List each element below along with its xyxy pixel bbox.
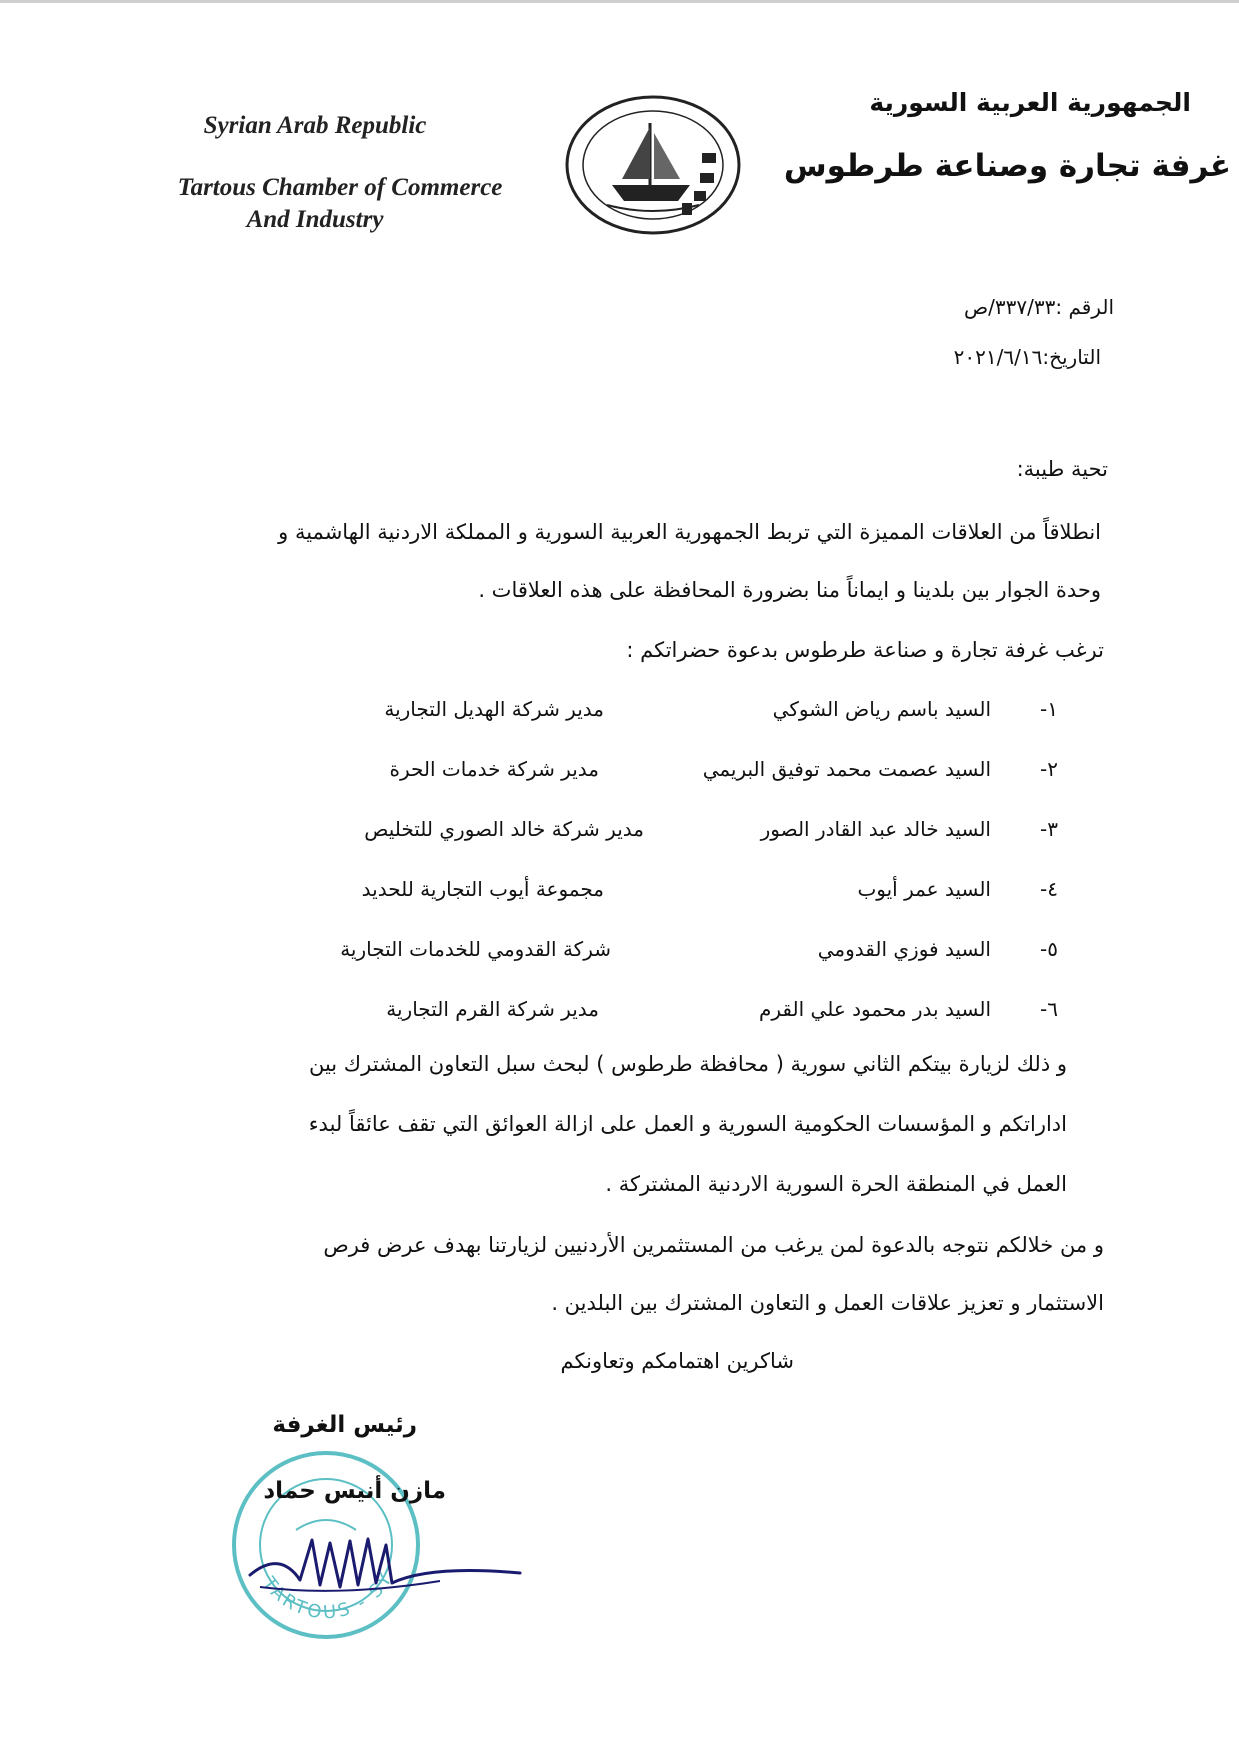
header-en-chamber-line2: And Industry [246, 206, 384, 233]
invitee-number: ٥- [1040, 937, 1058, 961]
invitee-company: مدير شركة القرم التجارية [386, 997, 599, 1021]
invitee-name: السيد عصمت محمد توفيق البريمي [702, 757, 991, 781]
paragraph-1-line-2: وحدة الجوار بين بلدينا و ايماناً منا بضرورة المحافظة على هذه العلاقات . [478, 578, 1101, 602]
paragraph-4-line-1: و من خلالكم نتوجه بالدعوة لمن يرغب من المستثمرين الأردنيين لزيارتنا بهدف عرض فرص [323, 1233, 1104, 1257]
invitee-company: مدير شركة خالد الصوري للتخليص [364, 817, 644, 841]
letter-date: التاريخ:٢٠٢١/٦/١٦ [953, 345, 1101, 369]
invitee-name: السيد عمر أيوب [857, 877, 991, 901]
invitee-company: مجموعة أيوب التجارية للحديد [361, 877, 604, 901]
paragraph-3-line-2: اداراتكم و المؤسسات الحكومية السورية و العمل على ازالة العوائق التي تقف عائقاً لبدء [308, 1112, 1067, 1136]
signatory-title: رئيس الغرفة [272, 1412, 417, 1438]
chamber-logo-icon [562, 93, 744, 238]
invitee-number: ٢- [1040, 757, 1058, 781]
handwritten-signature-icon [240, 1525, 530, 1610]
invitee-company: مدير شركة خدمات الحرة [389, 757, 599, 781]
paragraph-4-line-2: الاستثمار و تعزيز علاقات العمل و التعاون المشترك بين البلدين . [551, 1291, 1104, 1315]
reference-number: الرقم :٣٣٧/٣٣/ص [963, 295, 1114, 319]
header-ar-chamber: غرفة تجارة وصناعة طرطوس [783, 148, 1231, 184]
signatory-name: مازن أنيس حماد [263, 1478, 446, 1504]
invitee-name: السيد فوزي القدومي [817, 937, 991, 961]
invitee-company: مدير شركة الهديل التجارية [384, 697, 604, 721]
invitee-number: ١- [1040, 697, 1058, 721]
paragraph-3-line-3: العمل في المنطقة الحرة السورية الاردنية المشتركة . [605, 1172, 1067, 1196]
closing-remark: شاكرين اهتمامكم وتعاونكم [560, 1349, 794, 1373]
paragraph-1-line-1: انطلاقاً من العلاقات المميزة التي تربط الجمهورية العربية السورية و المملكة الاردنية الهاشمية و [278, 520, 1101, 544]
invitee-number: ٣- [1040, 817, 1058, 841]
scan-top-edge [0, 0, 1239, 3]
invitee-name: السيد خالد عبد القادر الصور [760, 817, 991, 841]
header-ar-country: الجمهورية العربية السورية [869, 88, 1191, 117]
paragraph-3-line-1: و ذلك لزيارة بيتكم الثاني سورية ( محافظة طرطوس ) لبحث سبل التعاون المشترك بين [308, 1052, 1067, 1076]
invitee-name: السيد باسم رياض الشوكي [772, 697, 991, 721]
invitee-name: السيد بدر محمود علي القرم [758, 997, 991, 1021]
paragraph-2: ترغب غرفة تجارة و صناعة طرطوس بدعوة حضراتكم : [626, 638, 1104, 662]
header-en-country: Syrian Arab Republic [203, 112, 427, 139]
invitee-company: شركة القدومي للخدمات التجارية [340, 937, 611, 961]
header-en-chamber-line1: Tartous Chamber of Commerce [177, 174, 503, 201]
greeting: تحية طيبة: [1016, 457, 1108, 481]
invitee-number: ٤- [1040, 877, 1058, 901]
invitee-number: ٦- [1040, 997, 1058, 1021]
stamp-text: TARTOUS - SY [258, 1567, 398, 1624]
